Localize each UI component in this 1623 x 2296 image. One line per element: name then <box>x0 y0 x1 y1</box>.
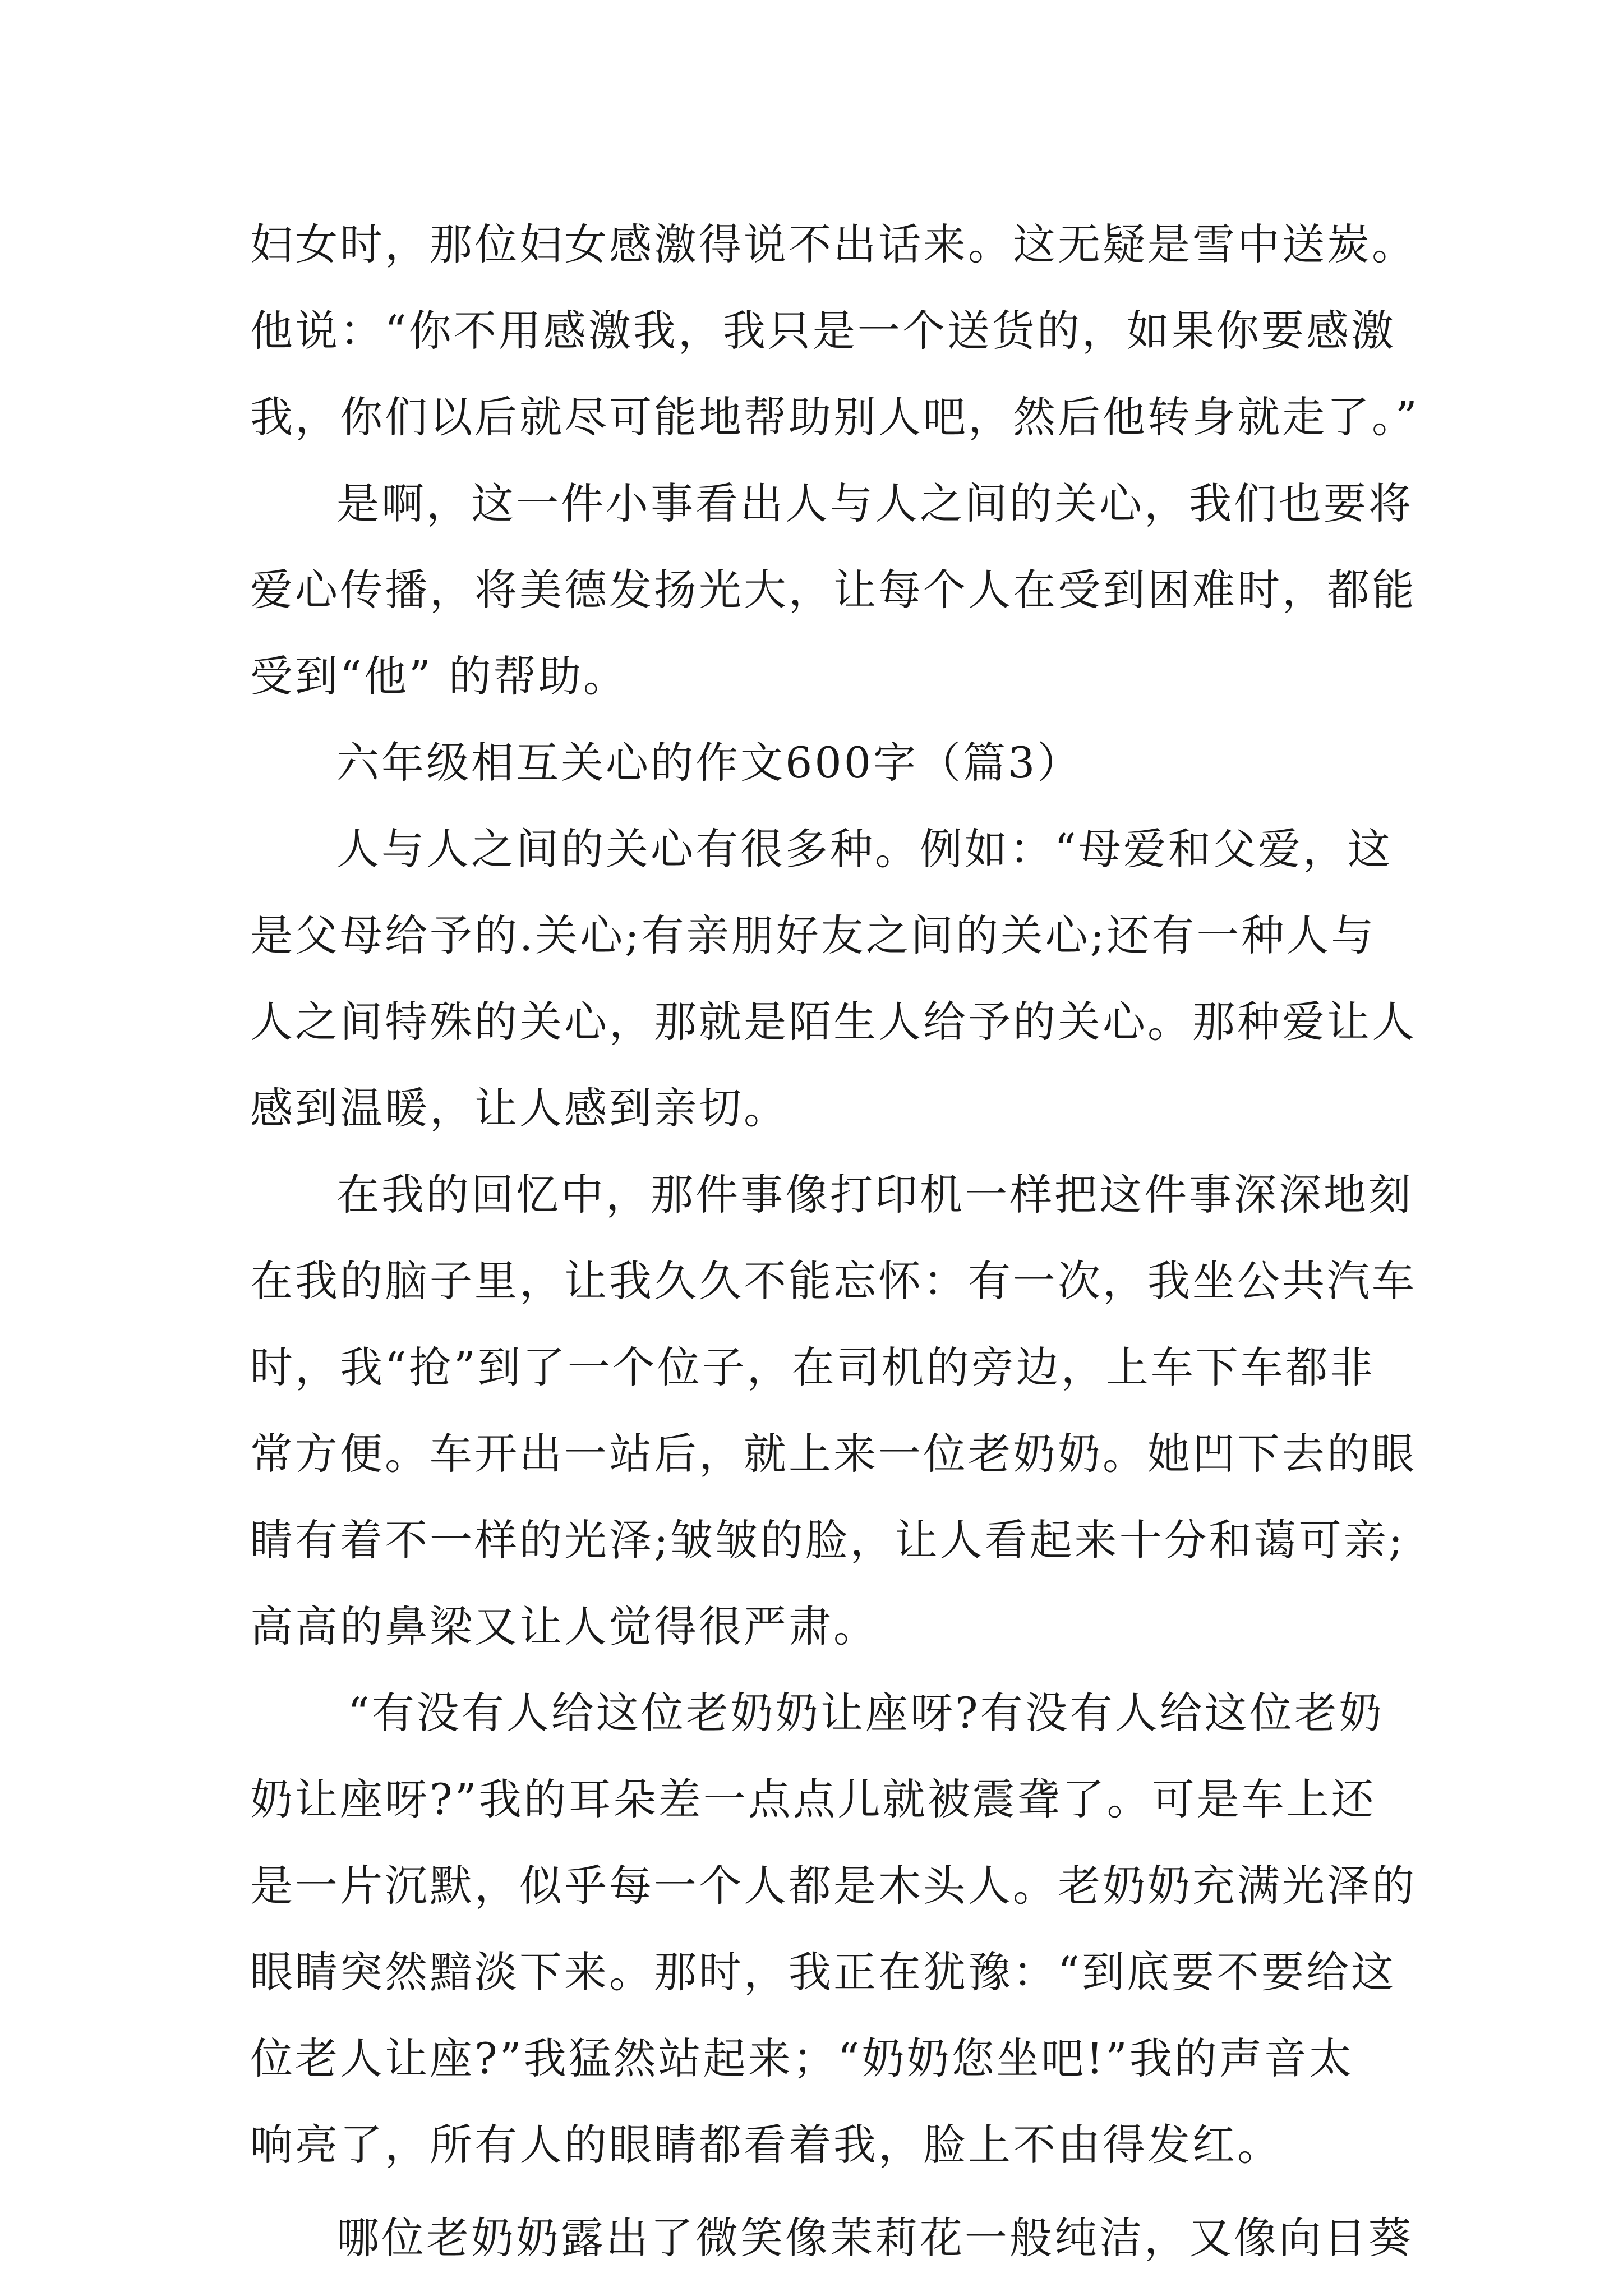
text-line: 高高的鼻梁又让人觉得很严肃。 <box>250 1602 878 1651</box>
text-line: 眼睛突然黯淡下来。那时，我正在犹豫：“到底要不要给这 <box>250 1947 1396 1997</box>
text-line: 爱心传播，将美德发扬光大，让每个人在受到困难时，都能 <box>250 565 1417 615</box>
text-line: 人之间特殊的关心，那就是陌生人给予的关心。那种爱让人 <box>250 997 1417 1047</box>
text-line: 是父母给予的.关心;有亲朋好友之间的关心;还有一种人与 <box>250 910 1376 960</box>
section-heading: 六年级相互关心的作文600字（篇3） <box>336 738 1082 788</box>
text-line: 是啊，这一件小事看出人与人之间的关心，我们也要将 <box>336 478 1413 528</box>
text-line: 时，我“抢”到了一个位子，在司机的旁边，上车下车都非 <box>250 1342 1375 1392</box>
text-line: “有没有人给这位老奶奶让座呀?有没有人给这位老奶 <box>348 1688 1384 1738</box>
text-line: 响亮了，所有人的眼睛都看着我，脸上不由得发红。 <box>250 2120 1282 2170</box>
text-line: 哪位老奶奶露出了微笑像茉莉花一般纯洁，又像向日葵 <box>336 2213 1413 2263</box>
text-line: 睛有着不一样的光泽;皱皱的脸，让人看起来十分和蔼可亲; <box>250 1515 1405 1565</box>
text-line: 在我的脑子里，让我久久不能忘怀：有一次，我坐公共汽车 <box>250 1256 1417 1306</box>
text-line: 我，你们以后就尽可能地帮助别人吧，然后他转身就走了。” <box>250 392 1419 442</box>
text-line: 奶让座呀?”我的耳朵差一点点儿就被震聋了。可是车上还 <box>250 1774 1376 1824</box>
text-line: 常方便。车开出一站后，就上来一位老奶奶。她凹下去的眼 <box>250 1429 1417 1479</box>
text-line: 感到温暖，让人感到亲切。 <box>250 1083 789 1133</box>
text-line: 位老人让座?”我猛然站起来；“奶奶您坐吧!”我的声音太 <box>250 2033 1354 2083</box>
text-line: 在我的回忆中，那件事像打印机一样把这件事深深地刻 <box>336 1170 1413 1220</box>
text-line: 妇女时，那位妇女感激得说不出话来。这无疑是雪中送炭。 <box>250 219 1417 269</box>
text-line: 是一片沉默，似乎每一个人都是木头人。老奶奶充满光泽的 <box>250 1861 1417 1911</box>
text-line: 他说：“你不用感激我，我只是一个送货的，如果你要感激 <box>250 306 1396 356</box>
text-line: 人与人之间的关心有很多种。例如：“母爱和父爱，这 <box>336 824 1393 874</box>
text-line: 受到“他” 的帮助。 <box>250 651 628 701</box>
